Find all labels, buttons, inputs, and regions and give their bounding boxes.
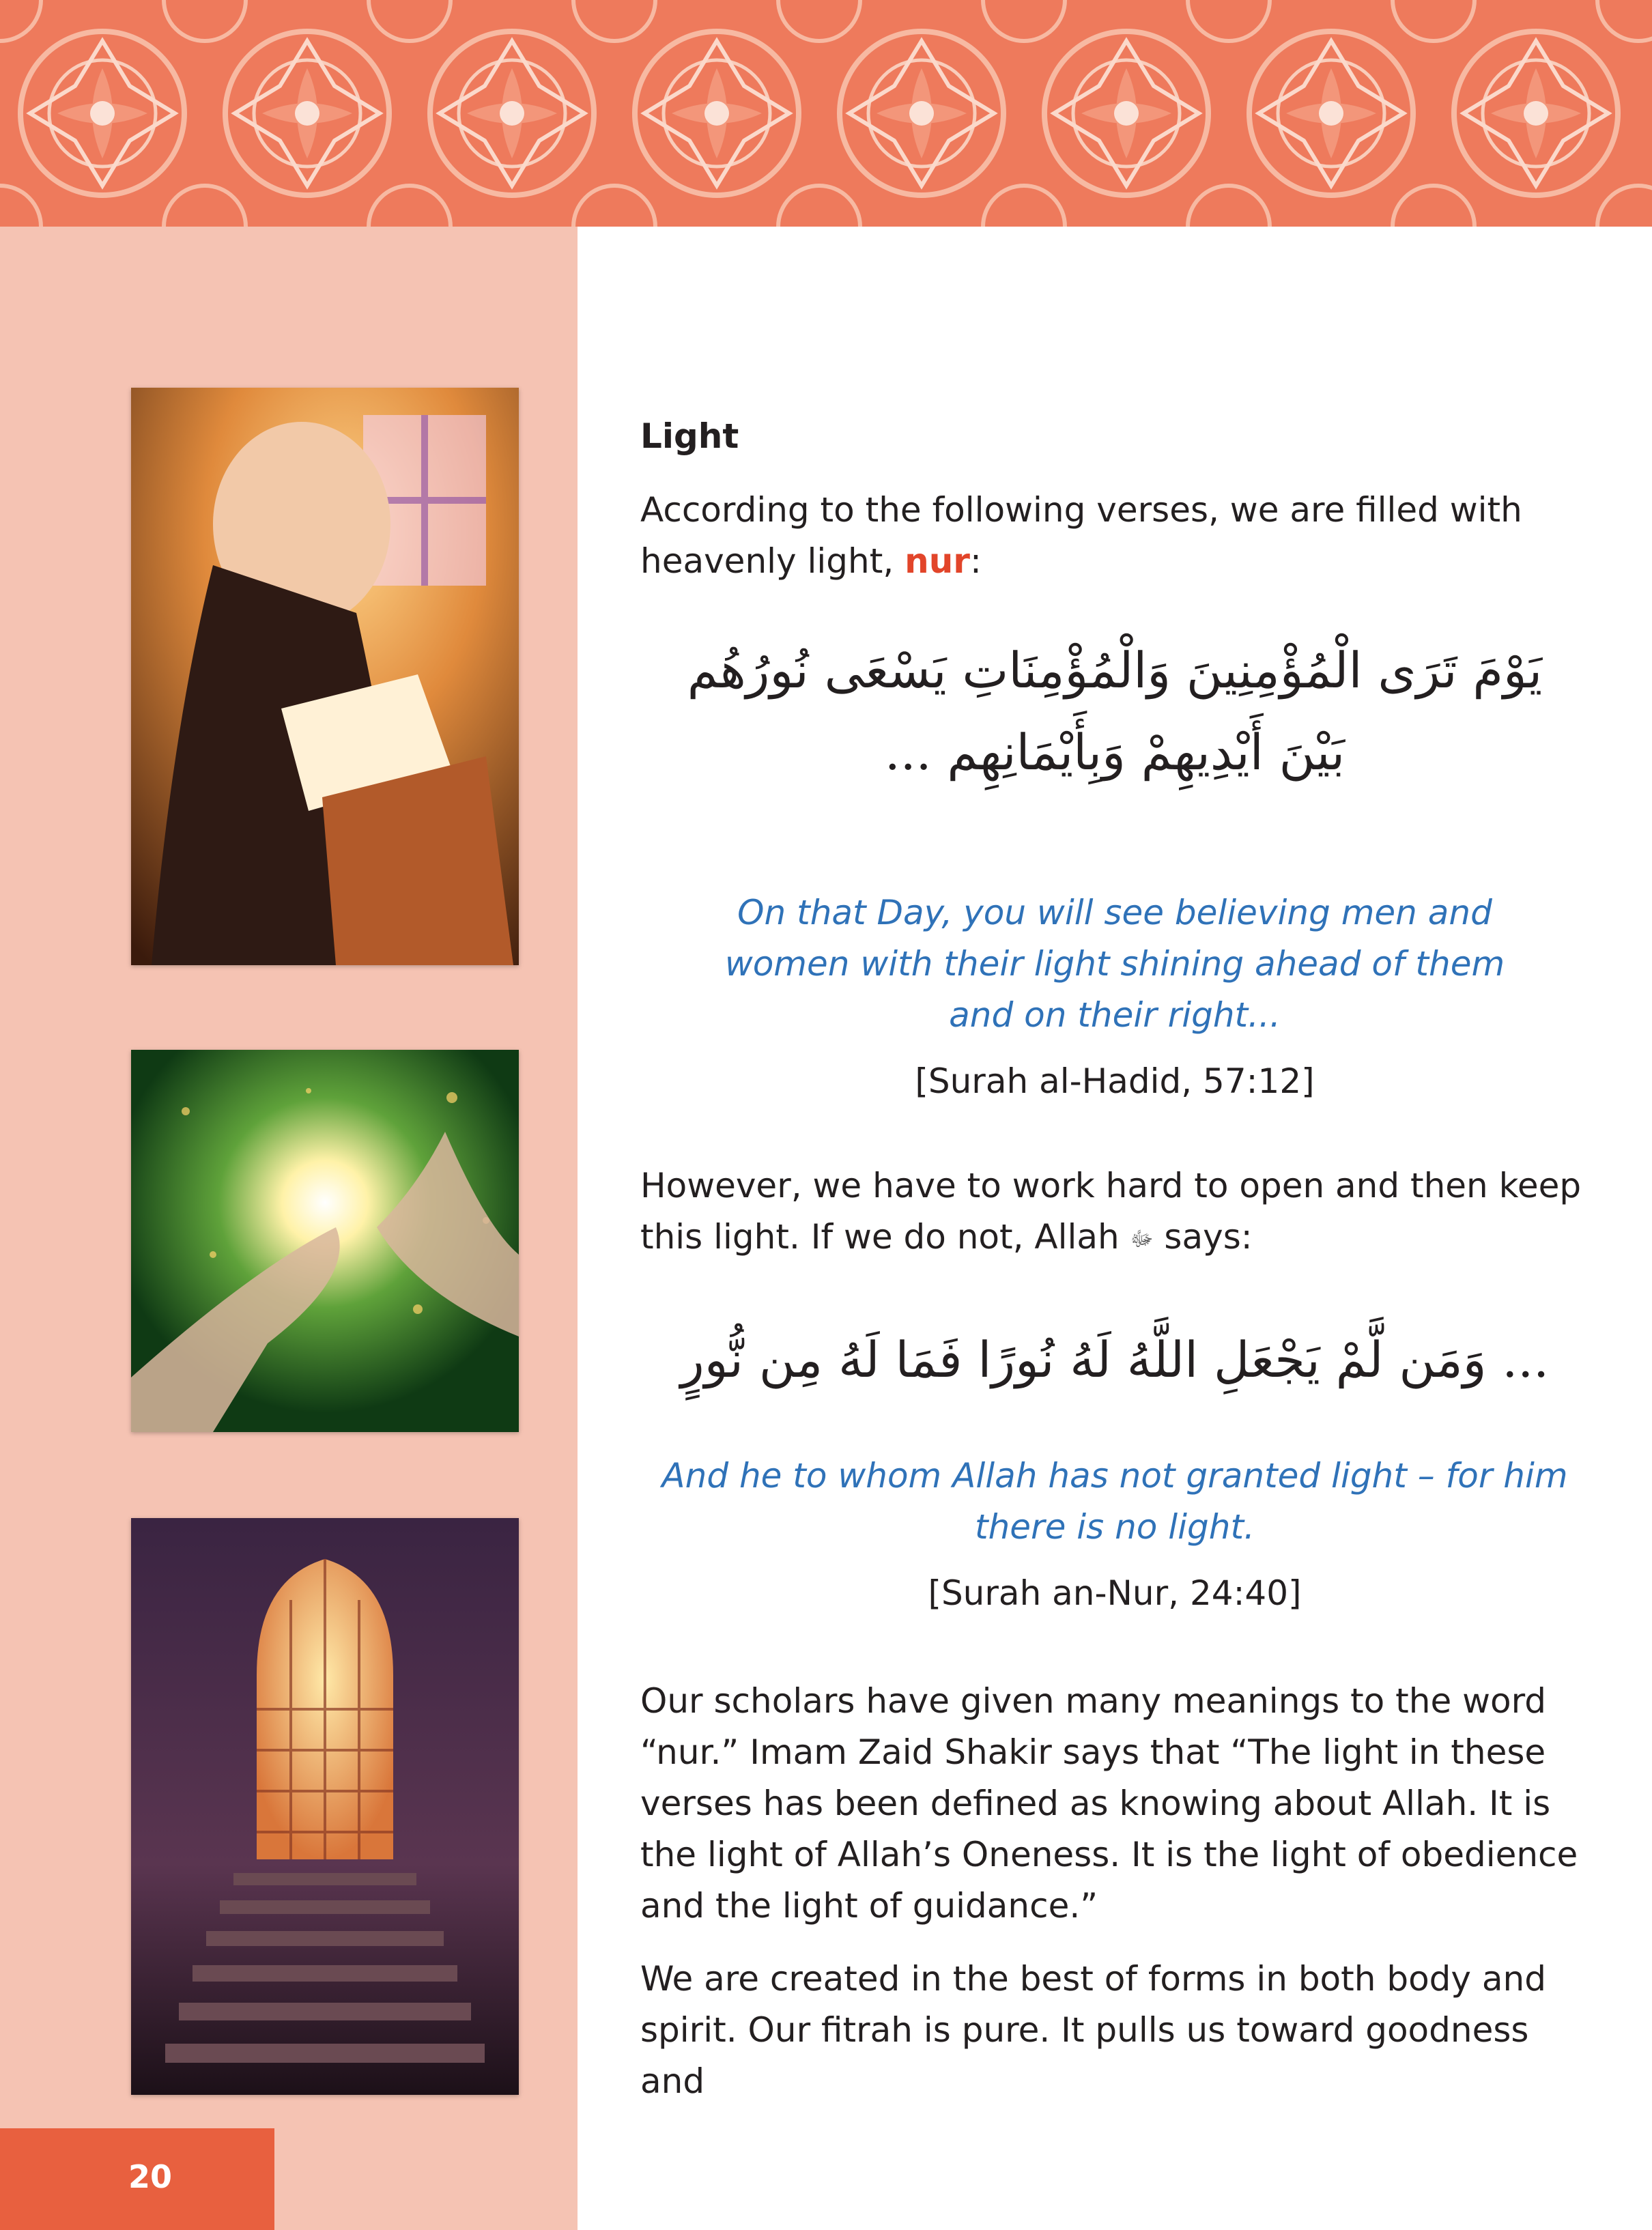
bridge-paragraph [640, 1160, 1589, 1265]
verse2-arabic: ... وَمَن لَّمْ يَجْعَلِ اللَّهُ لَهُ نُورًا فَمَا لَهُ مِن نُّورٍ [680, 1331, 1550, 1388]
fitrah-paragraph: We are created in the best of forms in both body and spirit. Our fitrah is pure. It pulls us toward goodness and [640, 1959, 1546, 2101]
hands-holding-light-photo [131, 1050, 519, 1432]
bridge-text-end: says: [1153, 1217, 1253, 1257]
intro-colon: : [969, 541, 982, 581]
intro-text: According to the following verses, we are filled with heavenly light, [640, 490, 1522, 581]
verse1-arabic-line2: بَيْنَ أَيْدِيهِمْ وَبِأَيْمَانِهِم ... [884, 724, 1345, 781]
verse2-translation: And he to whom Allah has not granted light – for him there is no light. [661, 1456, 1568, 1547]
bridge-text: However, we have to work hard to open and then keep this light. If we do not, Allah [640, 1166, 1582, 1257]
honorific-glyph: ﷻ [1130, 1227, 1154, 1251]
scholars-paragraph: Our scholars have given many meanings to the word “nur.” Imam Zaid Shakir says that “The light in these verses has been defined as knowing about Allah. It is the light of Allah’s Oneness. It is the light of obedience and the light of guidance.” [640, 1681, 1578, 1926]
section-heading: Light [640, 416, 739, 456]
verse1-arabic-line1: يَوْمَ تَرَى الْمُؤْمِنِينَ وَالْمُؤْمِنَاتِ يَسْعَى نُورُهُم [687, 642, 1543, 699]
mosque-window-stairs-photo [131, 1518, 519, 2095]
page-number: 20 [128, 2158, 172, 2195]
verse2-citation: [Surah an-Nur, 24:40] [928, 1573, 1302, 1613]
verse1-translation: On that Day, you will see believing men and women with their light shining ahead of them and on their right... [724, 893, 1505, 1035]
verse1-citation: [Surah al-Hadid, 57:12] [915, 1061, 1315, 1101]
woman-reading-quran-photo [131, 388, 519, 965]
intro-paragraph [640, 485, 1589, 587]
decorative-pattern-banner [0, 0, 1652, 227]
keyword-nur: nur [905, 541, 970, 581]
